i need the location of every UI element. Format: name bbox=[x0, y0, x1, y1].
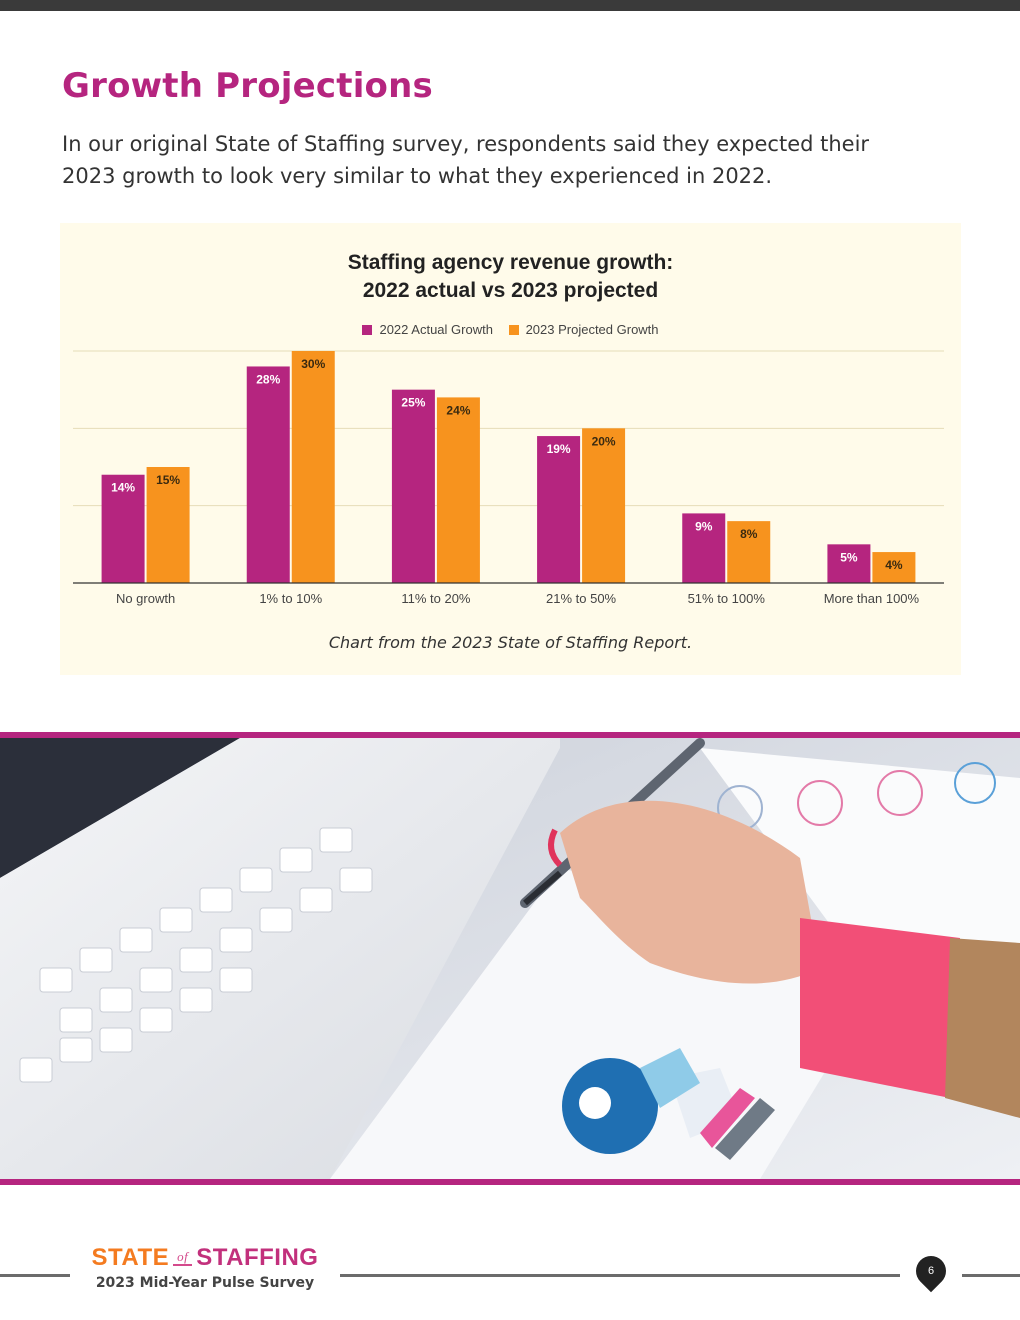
chart-data-label: 5% bbox=[840, 550, 858, 565]
top-bar bbox=[0, 0, 1020, 11]
chart-title-line-2: 2022 actual vs 2023 projected bbox=[362, 279, 659, 302]
chart-bar bbox=[247, 366, 290, 583]
logo-subtitle: 2023 Mid-Year Pulse Survey bbox=[95, 1275, 315, 1291]
chart-bar bbox=[392, 390, 435, 583]
chart-data-label: 20% bbox=[591, 434, 616, 449]
chart-x-tick-label: More than 100% bbox=[823, 591, 920, 606]
footer-rule-right bbox=[962, 1274, 1020, 1277]
bar-chart bbox=[60, 223, 961, 623]
chart-x-tick-label: 51% to 100% bbox=[687, 591, 765, 606]
chart-data-label: 28% bbox=[256, 372, 281, 387]
chart-bar bbox=[437, 397, 480, 583]
chart-panel bbox=[60, 223, 961, 675]
page-number: 6 bbox=[927, 1265, 935, 1277]
logo-wordmark bbox=[70, 1244, 340, 1272]
chart-data-label: 9% bbox=[695, 519, 713, 534]
chart-data-label: 14% bbox=[111, 480, 136, 495]
footer-rule-left bbox=[0, 1274, 70, 1277]
legend-label-projected: 2023 Projected Growth bbox=[525, 322, 659, 337]
chart-title-line-1: Staffing agency revenue growth: bbox=[347, 251, 674, 274]
chart-bar bbox=[582, 428, 625, 583]
chart-x-tick-label: No growth bbox=[115, 591, 176, 606]
chart-data-label: 15% bbox=[156, 473, 181, 487]
chart-x-tick-label: 21% to 50% bbox=[546, 591, 617, 606]
logo-of-text: of bbox=[173, 1249, 192, 1266]
chart-x-tick-label: 11% to 20% bbox=[401, 591, 471, 606]
page-title: Growth Projections bbox=[62, 66, 433, 106]
laptop-photo bbox=[0, 732, 1020, 1185]
chart-data-label: 25% bbox=[401, 395, 426, 410]
chart-caption: Chart from the 2023 State of Staffing Report. bbox=[328, 633, 693, 652]
chart-bar bbox=[537, 436, 580, 583]
logo-state-text: STATE bbox=[91, 1244, 170, 1271]
legend-label-actual: 2022 Actual Growth bbox=[379, 322, 493, 337]
chart-data-label: 8% bbox=[740, 527, 758, 542]
state-of-staffing-logo bbox=[70, 1240, 340, 1300]
chart-data-label: 19% bbox=[546, 442, 571, 457]
laptop-photo-illustration bbox=[0, 738, 1020, 1179]
intro-paragraph: In our original State of Staffing survey, respondents said they expected their 2023 growth to look very similar to what they experienced in 2022. bbox=[62, 132, 870, 188]
chart-data-label: 24% bbox=[446, 403, 471, 418]
chart-data-label: 4% bbox=[885, 558, 903, 573]
chart-data-label: 30% bbox=[301, 357, 326, 371]
logo-staffing-text: STAFFING bbox=[196, 1244, 319, 1271]
footer-rule-middle bbox=[340, 1274, 900, 1277]
chart-bar bbox=[292, 351, 335, 583]
chart-x-tick-label: 1% to 10% bbox=[259, 591, 323, 606]
